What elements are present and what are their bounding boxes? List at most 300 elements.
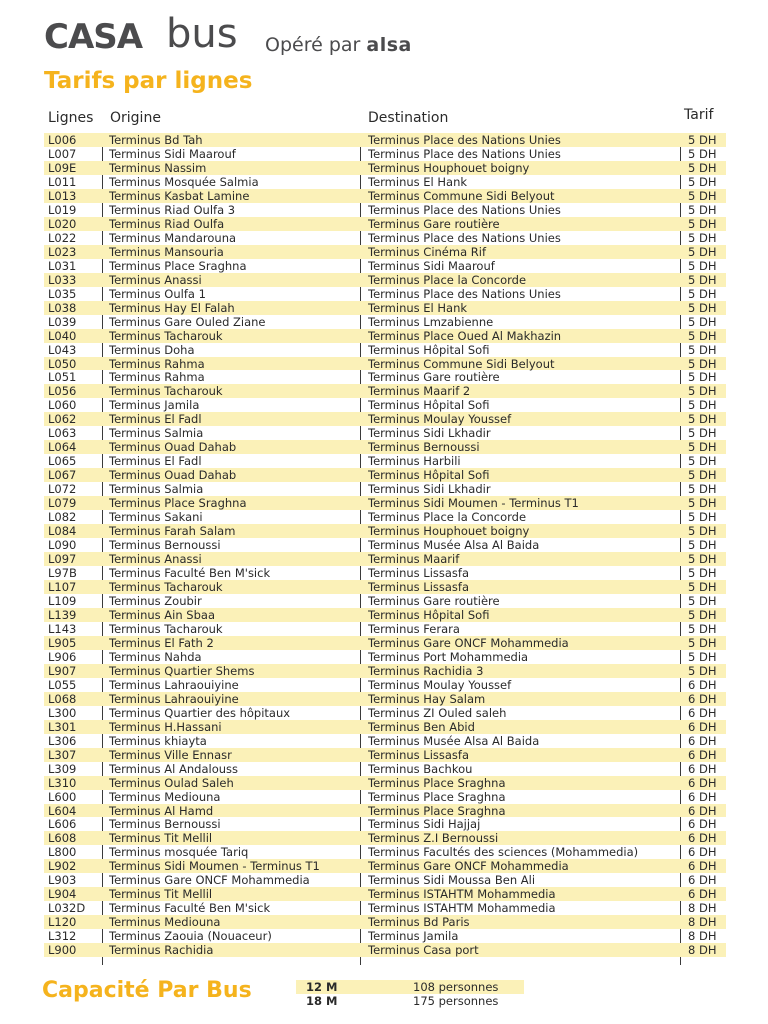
line-code: L020 bbox=[48, 216, 77, 231]
line-code: L055 bbox=[48, 677, 77, 692]
fare-value: 5 DH bbox=[688, 384, 717, 399]
destination-stop: Terminus ISTAHTM Mohammedia bbox=[368, 901, 556, 916]
destination-stop: Terminus Place des Nations Unies bbox=[368, 146, 561, 161]
destination-stop: Terminus ZI Ouled saleh bbox=[368, 705, 507, 720]
destination-stop: Terminus Port Mohammedia bbox=[368, 649, 529, 664]
destination-stop: Terminus Place des Nations Unies bbox=[368, 202, 561, 217]
origin-stop: Terminus Bernoussi bbox=[109, 817, 221, 832]
destination-stop: Terminus Place Sraghna bbox=[368, 789, 506, 804]
logo-bus: bus bbox=[166, 11, 238, 57]
line-code: L097 bbox=[48, 552, 77, 567]
fare-value: 5 DH bbox=[688, 230, 717, 245]
line-code: L090 bbox=[48, 538, 77, 553]
table-row bbox=[44, 538, 726, 552]
line-code: L063 bbox=[48, 426, 77, 441]
line-code: L038 bbox=[48, 300, 77, 315]
destination-stop: Terminus Commune Sidi Belyout bbox=[368, 188, 555, 203]
origin-stop: Terminus Riad Oulfa 3 bbox=[109, 202, 236, 217]
table-row bbox=[44, 901, 726, 915]
line-code: L033 bbox=[48, 272, 77, 287]
destination-stop: Terminus El Hank bbox=[368, 300, 468, 315]
destination-stop: Terminus Commune Sidi Belyout bbox=[368, 356, 555, 371]
origin-stop: Terminus El Fadl bbox=[109, 412, 202, 427]
table-row bbox=[44, 748, 726, 762]
line-code: L109 bbox=[48, 593, 77, 608]
table-row bbox=[44, 412, 726, 426]
table-row bbox=[44, 510, 726, 524]
table-row bbox=[44, 343, 726, 357]
fare-value: 6 DH bbox=[688, 677, 717, 692]
table-row bbox=[44, 720, 726, 734]
destination-stop: Terminus Place Oued Al Makhazin bbox=[368, 328, 562, 343]
destination-stop: Terminus Moulay Youssef bbox=[368, 677, 512, 692]
line-code: L902 bbox=[48, 859, 77, 874]
table-row bbox=[44, 804, 726, 818]
table-row bbox=[44, 622, 726, 636]
origin-stop: Terminus Ouad Dahab bbox=[109, 468, 237, 483]
table-row bbox=[44, 636, 726, 650]
destination-stop: Terminus Lissasfa bbox=[368, 566, 470, 581]
table-row bbox=[44, 454, 726, 468]
line-code: L011 bbox=[48, 174, 77, 189]
origin-stop: Terminus Jamila bbox=[109, 398, 200, 413]
origin-stop: Terminus Oulad Saleh bbox=[109, 775, 234, 790]
origin-stop: Terminus Nahda bbox=[109, 649, 202, 664]
destination-stop: Terminus Sidi Lkhadir bbox=[368, 426, 491, 441]
fare-value: 6 DH bbox=[688, 733, 717, 748]
origin-stop: Terminus Tacharouk bbox=[109, 580, 223, 594]
destination-stop: Terminus Hôpital Sofi bbox=[368, 398, 490, 413]
line-code: L013 bbox=[48, 188, 77, 203]
line-code: L072 bbox=[48, 482, 77, 497]
line-code: L600 bbox=[48, 789, 77, 804]
fare-value: 5 DH bbox=[688, 649, 717, 664]
table-row bbox=[44, 734, 726, 748]
fare-value: 5 DH bbox=[688, 300, 717, 315]
origin-stop: Terminus Tacharouk bbox=[109, 621, 223, 636]
origin-stop: Terminus Bernoussi bbox=[109, 538, 221, 553]
fare-value: 6 DH bbox=[688, 817, 717, 832]
origin-stop: Terminus Place Sraghna bbox=[109, 258, 247, 273]
origin-stop: Terminus Rahma bbox=[109, 370, 205, 385]
line-code: L035 bbox=[48, 286, 77, 301]
destination-stop: Terminus Lmzabienne bbox=[368, 314, 494, 329]
fare-value: 5 DH bbox=[688, 174, 717, 189]
destination-stop: Terminus Houphouet boigny bbox=[368, 524, 530, 539]
origin-stop: Terminus El Fath 2 bbox=[109, 635, 214, 650]
table-row bbox=[44, 189, 726, 203]
line-code: L082 bbox=[48, 510, 77, 525]
line-code: L107 bbox=[48, 580, 77, 594]
operated-by-label: Opéré par bbox=[265, 34, 361, 56]
fare-value: 5 DH bbox=[688, 440, 717, 455]
bus-size: 18 M bbox=[306, 994, 338, 1008]
line-code: L09E bbox=[48, 160, 77, 175]
line-code: L022 bbox=[48, 230, 77, 245]
fare-value: 6 DH bbox=[688, 887, 717, 902]
fare-value: 5 DH bbox=[688, 496, 717, 511]
line-code: L050 bbox=[48, 356, 77, 371]
origin-stop: Terminus Ville Ennasr bbox=[109, 747, 232, 762]
table-row bbox=[44, 524, 726, 538]
table-row bbox=[44, 776, 726, 790]
line-code: L065 bbox=[48, 454, 77, 469]
table-row bbox=[44, 845, 726, 859]
table-row bbox=[44, 468, 726, 482]
origin-stop: Terminus Quartier des hôpitaux bbox=[109, 705, 291, 720]
destination-stop: Terminus Musée Alsa Al Baida bbox=[368, 733, 540, 748]
fare-value: 5 DH bbox=[688, 468, 717, 483]
destination-stop: Terminus Maarif bbox=[368, 552, 460, 567]
destination-stop: Terminus Cinéma Rif bbox=[368, 244, 487, 259]
destination-stop: Terminus Bd Paris bbox=[368, 915, 470, 930]
line-code: L007 bbox=[48, 146, 77, 161]
fare-value: 5 DH bbox=[688, 258, 717, 273]
origin-stop: Terminus Tacharouk bbox=[109, 328, 223, 343]
fare-value: 6 DH bbox=[688, 845, 717, 860]
table-row bbox=[44, 175, 726, 189]
destination-stop: Terminus Place Sraghna bbox=[368, 803, 506, 818]
fare-value: 6 DH bbox=[688, 761, 717, 776]
logo-casa: CASA bbox=[44, 17, 143, 57]
line-code: L031 bbox=[48, 258, 77, 273]
destination-stop: Terminus Hôpital Sofi bbox=[368, 342, 490, 357]
line-code: L310 bbox=[48, 775, 77, 790]
table-row bbox=[44, 259, 726, 273]
fare-value: 6 DH bbox=[688, 803, 717, 818]
origin-stop: Terminus Sidi Moumen - Terminus T1 bbox=[109, 859, 320, 874]
line-code: L139 bbox=[48, 607, 77, 622]
fare-value: 8 DH bbox=[688, 943, 717, 958]
fare-value: 5 DH bbox=[688, 314, 717, 329]
line-code: L032D bbox=[48, 901, 86, 916]
column-header-line: Lignes bbox=[48, 110, 94, 126]
fare-value: 8 DH bbox=[688, 915, 717, 930]
origin-stop: Terminus Salmia bbox=[109, 482, 204, 497]
line-code: L903 bbox=[48, 873, 77, 888]
origin-stop: Terminus Faculté Ben M'sick bbox=[109, 901, 271, 916]
destination-stop: Terminus Sidi Moussa Ben Ali bbox=[368, 873, 536, 888]
destination-stop: Terminus ISTAHTM Mohammedia bbox=[368, 887, 556, 902]
destination-stop: Terminus Place des Nations Unies bbox=[368, 286, 561, 301]
origin-stop: Terminus Anassi bbox=[109, 272, 202, 287]
destination-stop: Terminus Hay Salam bbox=[368, 691, 486, 706]
table-row bbox=[44, 566, 726, 580]
table-row bbox=[44, 315, 726, 329]
fare-value: 5 DH bbox=[688, 524, 717, 539]
line-code: L309 bbox=[48, 761, 77, 776]
origin-stop: Terminus Sakani bbox=[109, 510, 203, 525]
fare-value: 5 DH bbox=[688, 412, 717, 427]
line-code: L019 bbox=[48, 202, 77, 217]
column-header-origin: Origine bbox=[110, 110, 161, 126]
table-row bbox=[44, 301, 726, 315]
fare-value: 6 DH bbox=[688, 859, 717, 874]
destination-stop: Terminus Bernoussi bbox=[368, 440, 480, 455]
line-code: L608 bbox=[48, 831, 77, 846]
line-code: L904 bbox=[48, 887, 77, 902]
origin-stop: Terminus Farah Salam bbox=[109, 524, 236, 539]
fare-value: 5 DH bbox=[688, 566, 717, 581]
fare-value: 5 DH bbox=[688, 328, 717, 343]
origin-stop: Terminus Tacharouk bbox=[109, 384, 223, 399]
destination-stop: Terminus Sidi Lkhadir bbox=[368, 482, 491, 497]
destination-stop: Terminus Moulay Youssef bbox=[368, 412, 512, 427]
destination-stop: Terminus Facultés des sciences (Mohammedia) bbox=[368, 845, 639, 860]
origin-stop: Terminus Gare Ouled Ziane bbox=[109, 314, 266, 329]
table-row bbox=[44, 287, 726, 301]
table-row bbox=[44, 329, 726, 343]
origin-stop: Terminus Rachidia bbox=[109, 943, 214, 958]
destination-stop: Terminus Jamila bbox=[368, 929, 459, 944]
fare-value: 5 DH bbox=[688, 454, 717, 469]
fare-value: 5 DH bbox=[688, 538, 717, 553]
destination-stop: Terminus Houphouet boigny bbox=[368, 160, 530, 175]
origin-stop: Terminus Tit Mellil bbox=[109, 887, 213, 902]
destination-stop: Terminus Gare routière bbox=[368, 593, 500, 608]
origin-stop: Terminus Bd Tah bbox=[109, 133, 203, 147]
line-code: L040 bbox=[48, 328, 77, 343]
line-code: L064 bbox=[48, 440, 77, 455]
capacity-row bbox=[296, 994, 524, 1008]
line-code: L307 bbox=[48, 747, 77, 762]
table-row bbox=[44, 133, 726, 147]
operated-by bbox=[265, 34, 412, 56]
destination-stop: Terminus Musée Alsa Al Baida bbox=[368, 538, 540, 553]
bus-capacity: 175 personnes bbox=[413, 994, 499, 1008]
fare-value: 6 DH bbox=[688, 705, 717, 720]
origin-stop: Terminus Hay El Falah bbox=[109, 300, 235, 315]
destination-stop: Terminus Rachidia 3 bbox=[368, 663, 484, 678]
line-code: L606 bbox=[48, 817, 77, 832]
destination-stop: Terminus Hôpital Sofi bbox=[368, 468, 490, 483]
fare-value: 5 DH bbox=[688, 216, 717, 231]
origin-stop: Terminus Salmia bbox=[109, 426, 204, 441]
fare-value: 5 DH bbox=[688, 621, 717, 636]
line-code: L084 bbox=[48, 524, 77, 539]
fare-value: 8 DH bbox=[688, 929, 717, 944]
page-title: Tarifs par lignes bbox=[44, 68, 253, 94]
table-row bbox=[44, 440, 726, 454]
line-code: L023 bbox=[48, 244, 77, 259]
destination-stop: Terminus Sidi Hajjaj bbox=[368, 817, 481, 832]
origin-stop: Terminus H.Hassani bbox=[109, 719, 222, 734]
origin-stop: Terminus mosquée Tariq bbox=[109, 845, 249, 860]
destination-stop: Terminus Bachkou bbox=[368, 761, 473, 776]
origin-stop: Terminus khiayta bbox=[109, 733, 207, 748]
destination-stop: Terminus Harbili bbox=[368, 454, 461, 469]
fare-value: 5 DH bbox=[688, 244, 717, 259]
origin-stop: Terminus Doha bbox=[109, 342, 195, 357]
line-code: L300 bbox=[48, 705, 77, 720]
line-code: L906 bbox=[48, 649, 77, 664]
line-code: L062 bbox=[48, 412, 77, 427]
table-row bbox=[44, 496, 726, 510]
table-row bbox=[44, 580, 726, 594]
table-row bbox=[44, 887, 726, 901]
line-code: L051 bbox=[48, 370, 77, 385]
destination-stop: Terminus Lissasfa bbox=[368, 747, 470, 762]
line-code: L060 bbox=[48, 398, 77, 413]
origin-stop: Terminus Ouad Dahab bbox=[109, 440, 237, 455]
capacity-row bbox=[296, 980, 524, 994]
origin-stop: Terminus Mediouna bbox=[109, 789, 221, 804]
table-row bbox=[44, 217, 726, 231]
origin-stop: Terminus Lahraouiyine bbox=[109, 691, 239, 706]
table-row bbox=[44, 608, 726, 622]
destination-stop: Terminus Place des Nations Unies bbox=[368, 230, 561, 245]
fare-value: 5 DH bbox=[688, 146, 717, 161]
origin-stop: Terminus Mandarouna bbox=[109, 230, 237, 245]
table-row bbox=[44, 384, 726, 398]
line-code: L97B bbox=[48, 566, 77, 581]
fare-value: 5 DH bbox=[688, 286, 717, 301]
fare-value: 6 DH bbox=[688, 747, 717, 762]
line-code: L301 bbox=[48, 719, 77, 734]
origin-stop: Terminus Al Andalouss bbox=[109, 761, 239, 776]
table-row bbox=[44, 594, 726, 608]
fare-value: 5 DH bbox=[688, 160, 717, 175]
table-row bbox=[44, 203, 726, 217]
origin-stop: Terminus Zoubir bbox=[109, 593, 202, 608]
destination-stop: Terminus Sidi Moumen - Terminus T1 bbox=[368, 496, 579, 511]
table-row bbox=[44, 943, 726, 957]
fare-value: 5 DH bbox=[688, 356, 717, 371]
fare-value: 5 DH bbox=[688, 342, 717, 357]
line-code: L905 bbox=[48, 635, 77, 650]
fare-value: 5 DH bbox=[688, 580, 717, 594]
line-code: L068 bbox=[48, 691, 77, 706]
fare-value: 5 DH bbox=[688, 635, 717, 650]
line-code: L143 bbox=[48, 621, 77, 636]
origin-stop: Terminus Nassim bbox=[109, 160, 207, 175]
table-row bbox=[44, 161, 726, 175]
bus-capacity: 108 personnes bbox=[413, 980, 499, 994]
line-code: L306 bbox=[48, 733, 77, 748]
fare-value: 5 DH bbox=[688, 482, 717, 497]
line-code: L006 bbox=[48, 133, 77, 147]
destination-stop: Terminus Place Sraghna bbox=[368, 775, 506, 790]
fare-value: 5 DH bbox=[688, 607, 717, 622]
origin-stop: Terminus Place Sraghna bbox=[109, 496, 247, 511]
destination-stop: Terminus Gare ONCF Mohammedia bbox=[368, 635, 569, 650]
table-row bbox=[44, 762, 726, 776]
capacity-title: Capacité Par Bus bbox=[42, 978, 252, 1003]
line-code: L043 bbox=[48, 342, 77, 357]
destination-stop: Terminus Maarif 2 bbox=[368, 384, 471, 399]
fare-value: 5 DH bbox=[688, 510, 717, 525]
fare-value: 8 DH bbox=[688, 901, 717, 916]
destination-stop: Terminus Gare routière bbox=[368, 216, 500, 231]
origin-stop: Terminus Rahma bbox=[109, 356, 205, 371]
fare-value: 5 DH bbox=[688, 272, 717, 287]
destination-stop: Terminus Place la Concorde bbox=[368, 272, 527, 287]
destination-stop: Terminus Lissasfa bbox=[368, 580, 470, 594]
fare-value: 6 DH bbox=[688, 873, 717, 888]
table-row bbox=[44, 370, 726, 384]
origin-stop: Terminus Quartier Shems bbox=[109, 663, 255, 678]
destination-stop: Terminus Place la Concorde bbox=[368, 510, 527, 525]
destination-stop: Terminus Ferara bbox=[368, 621, 460, 636]
origin-stop: Terminus Lahraouiyine bbox=[109, 677, 239, 692]
destination-stop: Terminus Hôpital Sofi bbox=[368, 607, 490, 622]
fare-value: 6 DH bbox=[688, 691, 717, 706]
table-row bbox=[44, 426, 726, 440]
origin-stop: Terminus Faculté Ben M'sick bbox=[109, 566, 271, 581]
fare-value: 5 DH bbox=[688, 593, 717, 608]
destination-stop: Terminus Place des Nations Unies bbox=[368, 133, 561, 147]
table-row bbox=[44, 231, 726, 245]
line-code: L039 bbox=[48, 314, 77, 329]
table-row bbox=[44, 859, 726, 873]
table-row bbox=[44, 873, 726, 887]
table-row bbox=[44, 650, 726, 664]
fare-value: 6 DH bbox=[688, 719, 717, 734]
table-row bbox=[44, 706, 726, 720]
destination-stop: Terminus Ben Abid bbox=[368, 719, 475, 734]
fare-value: 5 DH bbox=[688, 370, 717, 385]
table-row bbox=[44, 552, 726, 566]
bus-size: 12 M bbox=[306, 980, 338, 994]
line-code: L907 bbox=[48, 663, 77, 678]
line-code: L056 bbox=[48, 384, 77, 399]
line-code: L604 bbox=[48, 803, 77, 818]
operator-logo: alsa bbox=[366, 34, 412, 56]
fare-table bbox=[44, 133, 726, 957]
table-row bbox=[44, 831, 726, 845]
table-row bbox=[44, 664, 726, 678]
fare-value: 5 DH bbox=[688, 133, 717, 147]
line-code: L800 bbox=[48, 845, 77, 860]
origin-stop: Terminus Al Hamd bbox=[109, 803, 214, 818]
column-header-fare: Tarif bbox=[684, 107, 714, 123]
line-code: L067 bbox=[48, 468, 77, 483]
destination-stop: Terminus Gare routière bbox=[368, 370, 500, 385]
origin-stop: Terminus Mansouria bbox=[109, 244, 224, 259]
table-row bbox=[44, 398, 726, 412]
line-code: L312 bbox=[48, 929, 77, 944]
fare-value: 5 DH bbox=[688, 552, 717, 567]
table-row bbox=[44, 915, 726, 929]
line-code: L120 bbox=[48, 915, 77, 930]
origin-stop: Terminus Anassi bbox=[109, 552, 202, 567]
table-row bbox=[44, 692, 726, 706]
fare-value: 6 DH bbox=[688, 789, 717, 804]
table-row bbox=[44, 817, 726, 831]
line-code: L079 bbox=[48, 496, 77, 511]
table-row bbox=[44, 678, 726, 692]
origin-stop: Terminus Mediouna bbox=[109, 915, 221, 930]
fare-value: 5 DH bbox=[688, 398, 717, 413]
origin-stop: Terminus Sidi Maarouf bbox=[109, 146, 236, 161]
origin-stop: Terminus El Fadl bbox=[109, 454, 202, 469]
destination-stop: Terminus Sidi Maarouf bbox=[368, 258, 495, 273]
origin-stop: Terminus Riad Oulfa bbox=[109, 216, 225, 231]
fare-value: 6 DH bbox=[688, 831, 717, 846]
fare-value: 5 DH bbox=[688, 426, 717, 441]
table-row bbox=[44, 790, 726, 804]
origin-stop: Terminus Kasbat Lamine bbox=[109, 188, 250, 203]
destination-stop: Terminus Casa port bbox=[368, 943, 479, 958]
table-row bbox=[44, 147, 726, 161]
origin-stop: Terminus Gare ONCF Mohammedia bbox=[109, 873, 310, 888]
origin-stop: Terminus Tit Mellil bbox=[109, 831, 213, 846]
destination-stop: Terminus El Hank bbox=[368, 174, 468, 189]
origin-stop: Terminus Ain Sbaa bbox=[109, 607, 215, 622]
origin-stop: Terminus Mosquée Salmia bbox=[109, 174, 259, 189]
table-row bbox=[44, 245, 726, 259]
table-row bbox=[44, 482, 726, 496]
